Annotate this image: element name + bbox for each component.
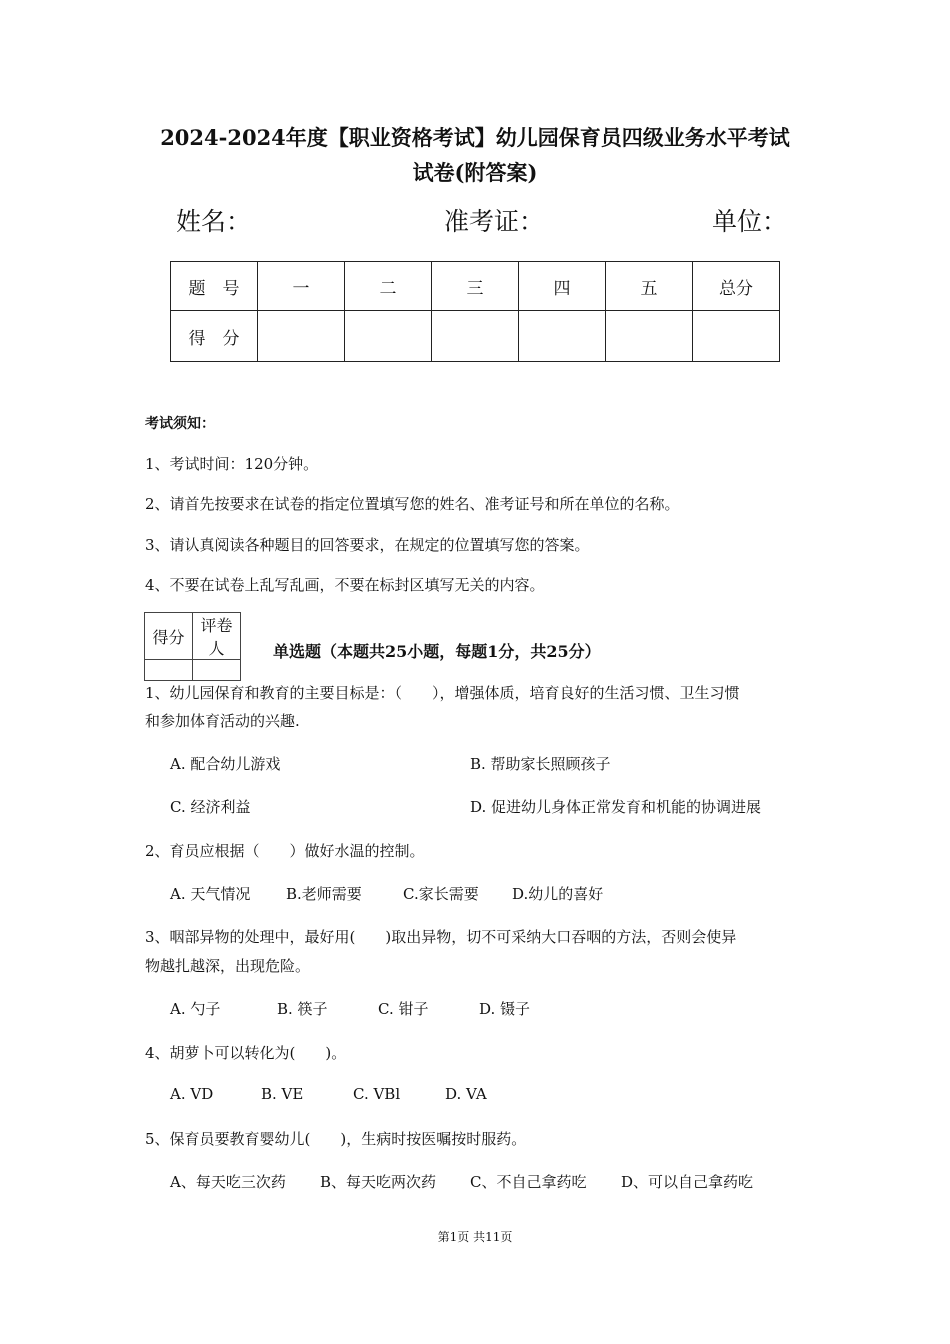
question-2-option-b[interactable]: B.老师需要 <box>286 885 362 903</box>
question-3-option-d[interactable]: D. 镊子 <box>479 1000 531 1018</box>
score-table <box>170 261 780 362</box>
notice-item: 2、请首先按要求在试卷的指定位置填写您的姓名、准考证号和所在单位的名称。 <box>145 495 680 513</box>
score-header-cell: 一 <box>258 262 345 311</box>
name-label: 姓名： <box>176 207 252 236</box>
question-3-text: 3、咽部异物的处理中，最好用( )取出异物，切不可采纳大口吞咽的方法，否则会使异 <box>145 928 737 946</box>
question-4-option-c[interactable]: C. VBl <box>353 1085 401 1103</box>
question-2-option-c[interactable]: C.家长需要 <box>403 885 479 903</box>
score-row-label: 得 分 <box>171 311 258 362</box>
grader-name-cell[interactable] <box>193 660 241 681</box>
question-1-text: 1、幼儿园保育和教育的主要目标是：（ ），增强体质，培育良好的生活习惯、卫生习惯 <box>145 684 740 702</box>
grader-name-label: 评卷人 <box>193 613 241 660</box>
question-5-option-a[interactable]: A、每天吃三次药 <box>170 1173 286 1191</box>
score-header-cell: 总分 <box>693 262 780 311</box>
score-cell[interactable] <box>258 311 345 362</box>
question-4-option-b[interactable]: B. VE <box>261 1085 304 1103</box>
question-2-text: 2、育员应根据（ ）做好水温的控制。 <box>145 842 425 860</box>
score-header-cell: 四 <box>519 262 606 311</box>
score-header-cell: 二 <box>345 262 432 311</box>
score-table-score-row <box>171 311 780 362</box>
score-table-header-row <box>171 262 780 311</box>
notice-item: 1、考试时间：120分钟。 <box>145 455 319 473</box>
grader-score-label: 得分 <box>145 613 193 660</box>
score-cell[interactable] <box>606 311 693 362</box>
question-3-option-b[interactable]: B. 筷子 <box>277 1000 328 1018</box>
grader-score-cell[interactable] <box>145 660 193 681</box>
exam-title-line2: 试卷(附答案) <box>412 160 538 185</box>
exam-title-line1: 2024-2024年度【职业资格考试】幼儿园保育员四级业务水平考试 <box>160 125 790 150</box>
question-1-option-a[interactable]: A. 配合幼儿游戏 <box>170 755 281 773</box>
question-2-option-d[interactable]: D.幼儿的喜好 <box>512 885 604 903</box>
question-5-text: 5、保育员要教育婴幼儿( )，生病时按医嘱按时服药。 <box>145 1130 527 1148</box>
question-1-option-c[interactable]: C. 经济利益 <box>170 798 251 816</box>
score-cell[interactable] <box>693 311 780 362</box>
question-4-option-d[interactable]: D. VA <box>445 1085 487 1103</box>
page-number: 第1页 共11页 <box>437 1230 513 1244</box>
question-5-option-d[interactable]: D、可以自己拿药吃 <box>621 1173 754 1191</box>
score-header-cell: 题 号 <box>171 262 258 311</box>
score-cell[interactable] <box>432 311 519 362</box>
score-header-cell: 五 <box>606 262 693 311</box>
question-3-option-c[interactable]: C. 钳子 <box>378 1000 429 1018</box>
question-1-text-cont: 和参加体育活动的兴趣. <box>145 712 300 730</box>
question-1-option-d[interactable]: D. 促进幼儿身体正常发育和机能的协调进展 <box>470 798 762 816</box>
notice-item: 3、请认真阅读各种题目的回答要求，在规定的位置填写您的答案。 <box>145 536 590 554</box>
score-cell[interactable] <box>519 311 606 362</box>
question-5-option-b[interactable]: B、每天吃两次药 <box>320 1173 437 1191</box>
notice-heading: 考试须知： <box>145 416 215 432</box>
section-title: 单选题（本题共25小题，每题1分，共25分） <box>273 642 601 661</box>
question-4-option-a[interactable]: A. VD <box>170 1085 214 1103</box>
question-2-option-a[interactable]: A. 天气情况 <box>170 885 251 903</box>
exam-id-label: 准考证： <box>444 207 545 236</box>
question-5-option-c[interactable]: C、不自己拿药吃 <box>470 1173 587 1191</box>
question-3-option-a[interactable]: A. 勺子 <box>170 1000 221 1018</box>
score-header-cell: 三 <box>432 262 519 311</box>
notice-item: 4、不要在试卷上乱写乱画，不要在标封区填写无关的内容。 <box>145 576 545 594</box>
question-4-text: 4、胡萝卜可以转化为( )。 <box>145 1044 347 1062</box>
question-3-text-cont: 物越扎越深，出现危险。 <box>145 957 311 975</box>
unit-label: 单位： <box>712 207 788 236</box>
grader-box <box>144 612 241 681</box>
question-1-option-b[interactable]: B. 帮助家长照顾孩子 <box>470 755 611 773</box>
score-cell[interactable] <box>345 311 432 362</box>
